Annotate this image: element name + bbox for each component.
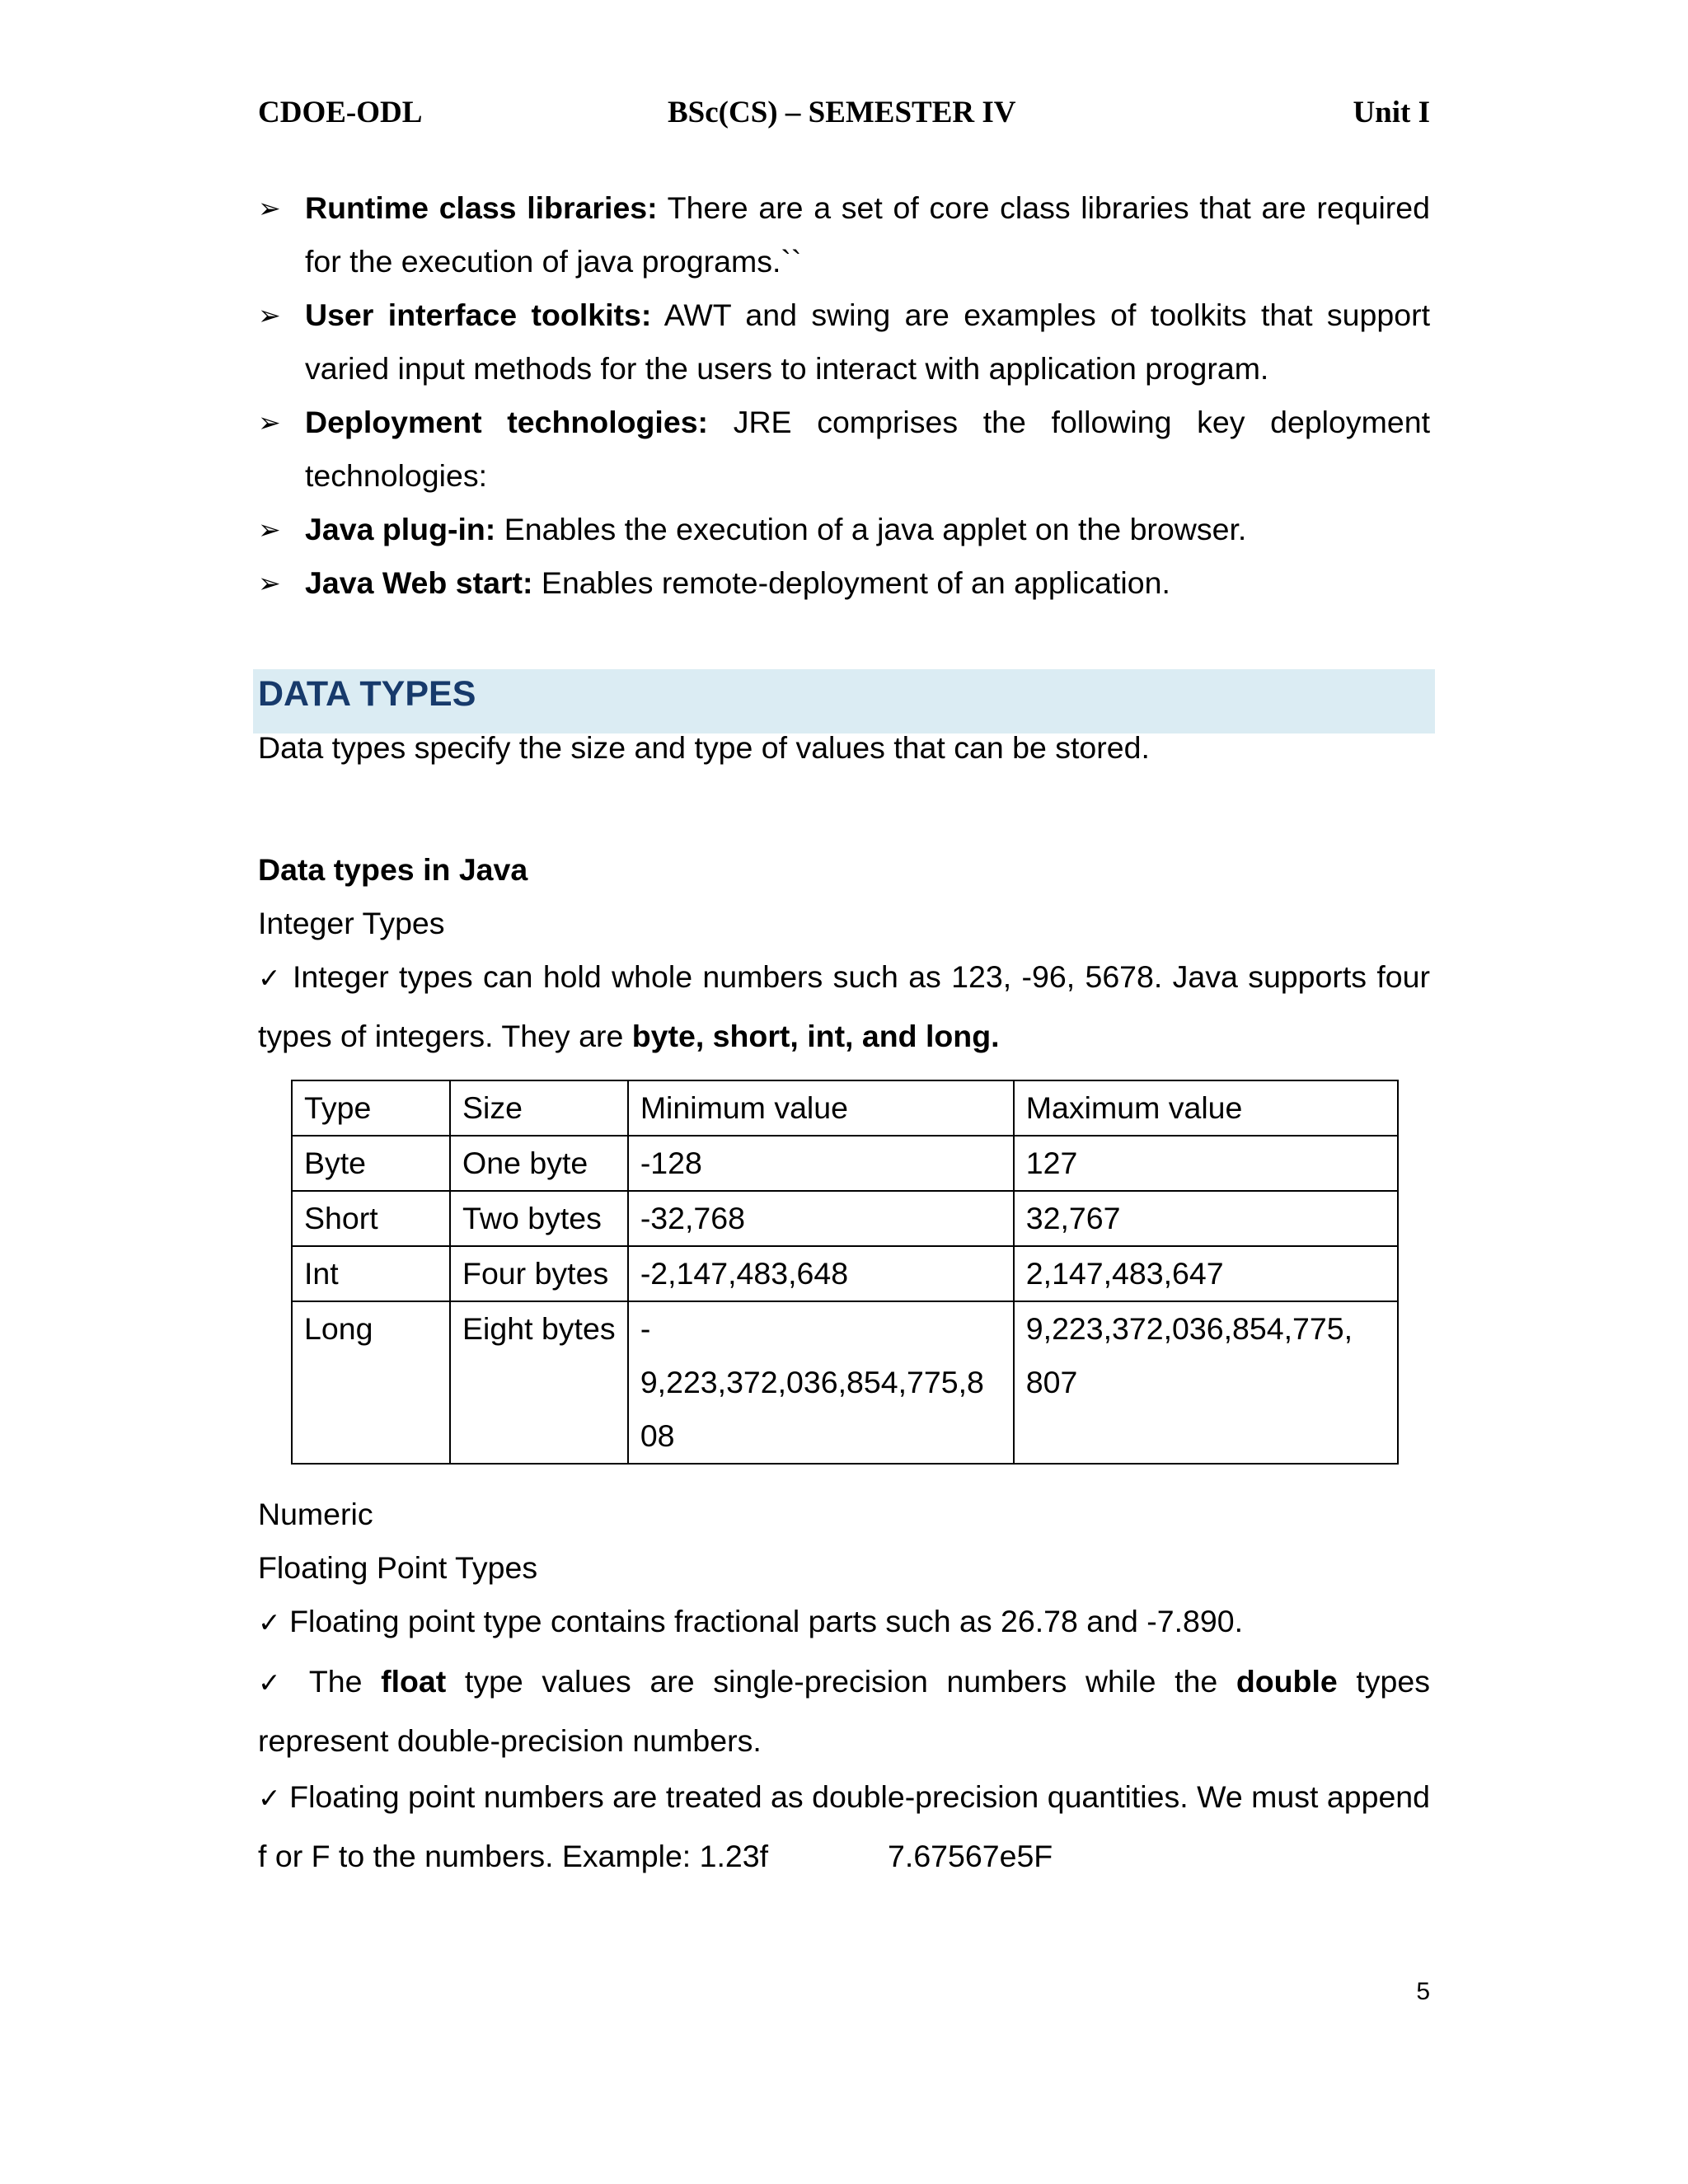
checkmark-icon: ✓ xyxy=(258,1666,291,1699)
list-item xyxy=(258,556,1430,610)
numeric-label: Numeric xyxy=(258,1497,373,1531)
list-item xyxy=(258,181,1430,288)
header-course: BSc(CS) – SEMESTER IV xyxy=(668,96,1016,129)
table-header-row xyxy=(292,1080,1398,1136)
float-keyword: float xyxy=(381,1664,447,1699)
bullet-term: Java Web start: xyxy=(305,565,533,600)
table-row xyxy=(292,1246,1398,1301)
bullet-term: Deployment technologies: xyxy=(305,405,709,439)
table-cell: -32,768 xyxy=(628,1191,1014,1246)
page-number: 5 xyxy=(1416,1978,1430,2005)
bullet-text: Enables remote-deployment of an application. xyxy=(532,565,1170,600)
double-keyword: double xyxy=(1236,1664,1338,1699)
table-cell: -128 xyxy=(628,1136,1014,1191)
float-point-2 xyxy=(258,1652,1430,1769)
table-header-cell: Maximum value xyxy=(1014,1080,1398,1136)
header-unit: Unit I xyxy=(1353,96,1430,129)
bullet-term: Java plug-in: xyxy=(305,512,496,546)
arrow-bullet-icon: ➢ xyxy=(258,299,281,331)
arrow-bullet-icon: ➢ xyxy=(258,567,281,599)
bullet-term: User interface toolkits: xyxy=(305,298,652,332)
bullet-text: There are a set of core class libraries that are required for the execution of java programs.`` xyxy=(305,190,1430,279)
float-heading: Floating Point Types xyxy=(258,1550,538,1585)
float-example-2: 7.67567e5F xyxy=(888,1839,1053,1873)
float-point-1 xyxy=(258,1592,1430,1652)
integer-type-list: byte, short, int, and long. xyxy=(631,1019,1000,1053)
table-cell xyxy=(628,1301,1014,1464)
table-cell: 127 xyxy=(1014,1136,1398,1191)
float-point-2-text: The xyxy=(290,1664,382,1699)
table-cell: One byte xyxy=(450,1136,628,1191)
cell-line: - xyxy=(640,1311,651,1346)
table-cell: 2,147,483,647 xyxy=(1014,1246,1398,1301)
float-point-1-text: Floating point type contains fractional parts such as 26.78 and -7.890. xyxy=(280,1604,1244,1638)
integer-heading: Integer Types xyxy=(258,906,445,940)
subheading: Data types in Java xyxy=(258,852,528,887)
table-header-cell: Minimum value xyxy=(628,1080,1014,1136)
integer-types-table xyxy=(291,1080,1399,1465)
table-cell: Two bytes xyxy=(450,1191,628,1246)
table-cell: Byte xyxy=(292,1136,450,1191)
bullet-text: AWT and swing are examples of toolkits that support varied input methods for the users to interact with application program. xyxy=(305,298,1430,386)
table-cell: Eight bytes xyxy=(450,1301,628,1464)
checkmark-icon: ✓ xyxy=(258,962,283,994)
bullet-term: Runtime class libraries: xyxy=(305,190,658,225)
list-item xyxy=(258,396,1430,503)
section-intro: Data types specify the size and type of values that can be stored. xyxy=(258,730,1150,765)
integer-paragraph xyxy=(258,948,1430,1065)
table-cell: -2,147,483,648 xyxy=(628,1246,1014,1301)
bullet-text: Enables the execution of a java applet on the browser. xyxy=(495,512,1247,546)
table-row xyxy=(292,1191,1398,1246)
float-point-2-text: types represent double-precision numbers. xyxy=(258,1664,1430,1758)
cell-line: 08 xyxy=(640,1418,675,1453)
header-institution: CDOE-ODL xyxy=(258,96,423,129)
float-point-2-text: type values are single-precision numbers while the xyxy=(446,1664,1236,1699)
checkmark-icon: ✓ xyxy=(258,1606,281,1638)
table-row xyxy=(292,1136,1398,1191)
table-cell: Long xyxy=(292,1301,450,1464)
cell-line: 9,223,372,036,854,775, xyxy=(1025,1311,1353,1346)
arrow-bullet-icon: ➢ xyxy=(258,513,281,546)
table-header-cell: Size xyxy=(450,1080,628,1136)
list-item xyxy=(258,288,1430,396)
table-row xyxy=(292,1301,1398,1464)
section-title: DATA TYPES xyxy=(258,674,476,714)
table-cell: Short xyxy=(292,1191,450,1246)
table-cell: Four bytes xyxy=(450,1246,628,1301)
float-point-3 xyxy=(258,1768,1430,1885)
table-cell: Int xyxy=(292,1246,450,1301)
jre-component-list xyxy=(258,181,1430,610)
table-cell: 32,767 xyxy=(1014,1191,1398,1246)
cell-line: 807 xyxy=(1025,1365,1078,1399)
checkmark-icon: ✓ xyxy=(258,1782,281,1814)
arrow-bullet-icon: ➢ xyxy=(258,406,281,438)
integer-paragraph-text: Integer types can hold whole numbers such as 123, -96, 5678. Java supports four types of integers. They are xyxy=(258,959,1431,1053)
cell-line: 9,223,372,036,854,775,8 xyxy=(640,1365,984,1399)
table-header-cell: Type xyxy=(292,1080,450,1136)
arrow-bullet-icon: ➢ xyxy=(258,192,281,224)
table-cell xyxy=(1014,1301,1398,1464)
list-item xyxy=(258,503,1430,556)
float-point-3-text: Floating point numbers are treated as double-precision quantities. We must append f or F to the numbers. Example: 1.23f xyxy=(258,1779,1431,1873)
bullet-text: JRE comprises the following key deployment technologies: xyxy=(305,405,1430,493)
